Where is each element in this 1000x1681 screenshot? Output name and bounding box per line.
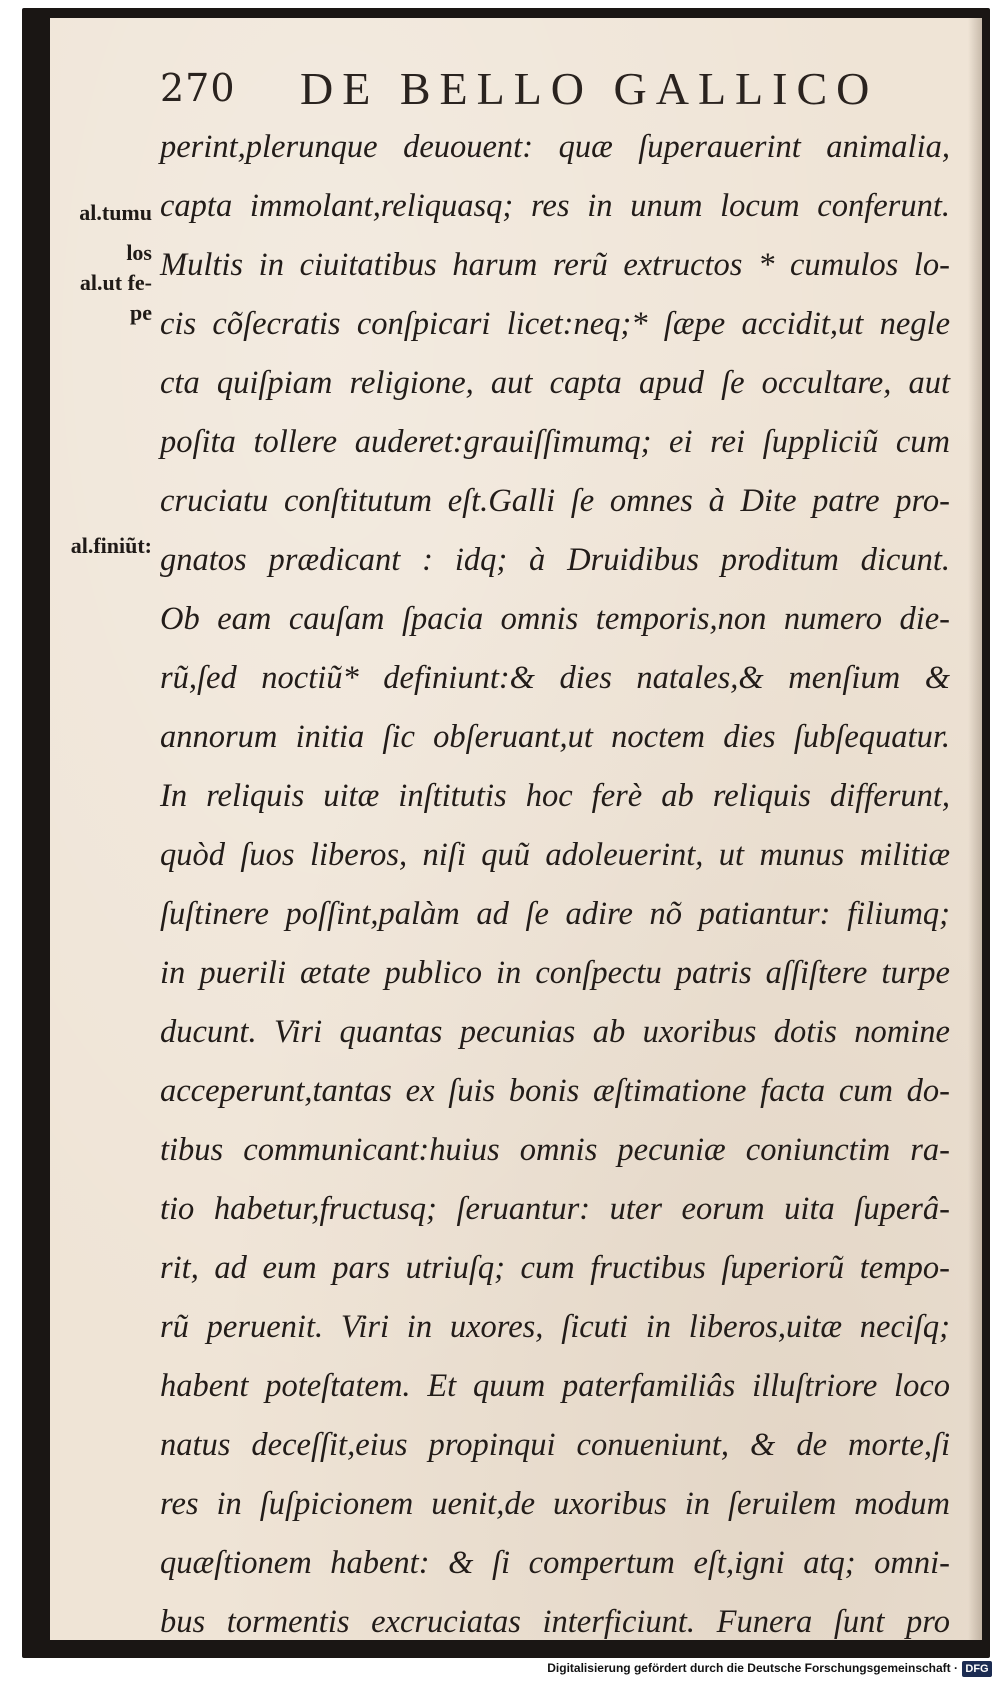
text-line: rũ,ſed noctiũ* definiunt:& dies natales,& menſium & <box>160 660 950 696</box>
text-line: cta quiſpiam religione, aut capta apud ſe occultare, aut <box>160 365 950 401</box>
margin-note: al.tumu <box>79 200 152 225</box>
text-line: poſita tollere auderet:grauiſſimumq; ei rei ſuppliciũ cum <box>160 424 950 460</box>
margin-note: pe <box>130 300 152 325</box>
text-line: ducunt. Viri quantas pecunias ab uxoribus dotis nomine <box>160 1014 950 1050</box>
text-line: gnatos prædicant : idq; à Druidibus proditum dicunt. <box>160 542 950 578</box>
text-line: ſuſtinere poſſint,palàm ad ſe adire nõ patiantur: filiumq; <box>160 896 950 932</box>
margin-note: al.ut fe- <box>79 270 152 295</box>
text-line: in puerili ætate publico in conſpectu patris aſſiſtere turpe <box>160 955 950 991</box>
page-number: 270 <box>160 66 236 110</box>
text-line: perint,plerunque deuouent: quæ ſuperauerint animalia, <box>160 129 950 165</box>
text-line: quòd ſuos liberos, niſi quũ adoleuerint, ut munus militiæ <box>160 837 950 873</box>
digitization-footer <box>0 1658 1000 1681</box>
text-line: Multis in ciuitatibus harum rerũ extructos * cumulos lo- <box>160 247 950 283</box>
text-line: cis cõſecratis conſpicari licet:neq;* ſæpe accidit,ut negle <box>160 306 950 342</box>
book-page <box>50 18 982 1640</box>
margin-notes <box>50 18 160 1640</box>
text-line: bus tormentis excruciatas interficiunt. Funera ſunt pro <box>160 1604 950 1640</box>
running-head <box>160 60 920 120</box>
text-line: tio habetur,fructusq; ſeruantur: uter eorum uita ſuperâ- <box>160 1191 950 1227</box>
text-line: habent poteſtatem. Et quum paterfamiliâs illuſtriore loco <box>160 1368 950 1404</box>
text-line: rit, ad eum pars utriuſq; cum fructibus ſuperiorũ tempo- <box>160 1250 950 1286</box>
text-line: annorum initia ſic obſeruant,ut noctem dies ſubſequatur. <box>160 719 950 755</box>
text-line: cruciatu conſtitutum eſt.Galli ſe omnes à Dite patre pro- <box>160 483 950 519</box>
text-line: In reliquis uitæ inſtitutis hoc ferè ab reliquis differunt, <box>160 778 950 814</box>
dfg-logo-icon: DFG <box>962 1661 992 1677</box>
body-text <box>160 118 950 1640</box>
page-edge-shadow <box>968 18 982 1640</box>
text-line: capta immolant,reliquasq; res in unum locum conferunt. <box>160 188 950 224</box>
text-line: quæſtionem habent: & ſi compertum eſt,igni atq; omni- <box>160 1545 950 1581</box>
funding-credit: Digitalisierung gefördert durch die Deutsche Forschungsgemeinschaft · <box>547 1661 958 1675</box>
margin-note: al.finiũt: <box>70 533 152 558</box>
text-line: res in ſuſpicionem uenit,de uxoribus in ſeruilem modum <box>160 1486 950 1522</box>
margin-note: los <box>126 240 152 265</box>
text-line: acceperunt,tantas ex ſuis bonis æſtimatione facta cum do- <box>160 1073 950 1109</box>
text-line: natus deceſſit,eius propinqui conueniunt, & de morte,ſi <box>160 1427 950 1463</box>
text-line: Ob eam cauſam ſpacia omnis temporis,non numero die- <box>160 601 950 637</box>
text-line: tibus communicant:huius omnis pecuniæ coniunctim ra- <box>160 1132 950 1168</box>
running-title: DE BELLO GALLICO <box>300 63 879 114</box>
text-line: rũ peruenit. Viri in uxores, ſicuti in liberos,uitæ neciſq; <box>160 1309 950 1345</box>
